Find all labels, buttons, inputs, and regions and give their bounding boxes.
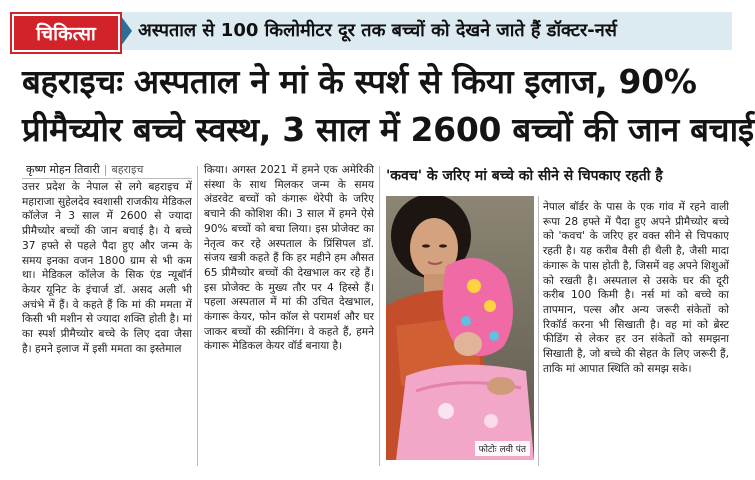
photo-illustration xyxy=(386,196,534,460)
headline-line-2: प्रीमैच्योर बच्चे स्वस्थ, 3 साल में 2600 बच्चों की जान बचाई xyxy=(22,110,754,149)
mother-baby-photo xyxy=(386,196,534,460)
byline-separator: | xyxy=(103,163,108,176)
column-divider xyxy=(538,196,539,466)
byline xyxy=(26,162,143,177)
kicker-arrow-icon xyxy=(118,12,132,50)
column-divider xyxy=(379,166,380,466)
kicker-text: अस्पताल से 100 किलोमीटर दूर तक बच्चों को देखने जाते हैं डॉक्टर-नर्स xyxy=(138,20,617,41)
byline-rule xyxy=(22,178,192,179)
byline-author: कृष्ण मोहन तिवारी xyxy=(26,163,100,176)
byline-location: बहराइच xyxy=(111,163,144,176)
section-badge: चिकित्सा xyxy=(12,14,120,52)
article-column-2: किया। अगस्त 2021 में हमने एक अमेरिकी संस्था के साथ मिलकर जन्म के समय अंडरवेट बच्चों को कंगारू थेरेपी के जरिए बचाने की कोशिश की। 3 साल में हमने ऐसे 90% बच्चों को बचा लिया। इस प्रोजेक्ट का नेतृत्व कर रहे अस्पताल के प्रिंसिपल डॉ. संजय खत्री कहते हैं कि हर महीने हम औसत 65 प्रीमैच्योर बच्चों की देखभाल कर रहे हैं। इस प्रोजेक्ट के मुख्य तौर पर 4 हिस्से हैं। पहला अस्पताल में मां की उचित देखभाल, कंगारू केयर, फोन कॉल से परामर्श और घर जाकर बच्चों की स्क्रीनिंग। वे कहते हैं, हमने कंगारू मेडिकल केयर वॉर्ड बनाया है। xyxy=(204,164,374,353)
headline xyxy=(22,58,754,154)
article-column-3: नेपाल बॉर्डर के पास के एक गांव में रहने वाली रूपा 28 हफ्ते में पैदा हुए अपने प्रीमैच्योर बच्चे को 'कवच' के जरिए हर वक्त सीने से चिपकाए रहती है। यह करीब वैसी ही थैली है, जैसी मादा कंगारू के पास होती है, जिसमें वह अपने शिशुओं को रखती है। अस्पताल से उसके घर की दूरी करीब 100 किमी है। नर्स मां को बच्चे का तापमान, पल्स और अन्य जरूरी संकेतों को रिकॉर्ड करना भी सिखाती है। वह मां को ब्रेस्ट फीडिंग से लेकर हर उन संकेतों को समझना सिखाती है, जो बच्चे की सेहत के लिए जरूरी हैं, ताकि मां आपात स्थिति को समझ सके। xyxy=(543,201,729,375)
headline-line-1: बहराइचः अस्पताल ने मां के स्पर्श से किया इलाज, 90% xyxy=(22,62,697,101)
photo-headline: 'कवच' के जरिए मां बच्चे को सीने से चिपकाए रहती है xyxy=(386,168,663,184)
photo-credit: फोटोः लवी पंत xyxy=(475,441,530,456)
kicker-band xyxy=(0,0,755,56)
article-column-1: उत्तर प्रदेश के नेपाल से लगे बहराइच में महाराजा सुहेलदेव स्वशासी राजकीय मेडिकल कॉलेज ने 3 साल में 2600 से ज्यादा प्रीमैच्योर बच्चों की जान बचाई है। ये बच्चे 37 हफ्ते से पहले पैदा हुए और जन्म के समय इनका वजन 1800 ग्राम से भी कम था। मेडिकल कॉलेज के सिक एंड न्यूबॉर्न केयर यूनिट के इंचार्ज डॉ. असद अली भी अचंभे में हैं। वे कहते हैं कि मां की ममता में किसी भी मशीन से ज्यादा शक्ति होती है। मां का स्पर्श प्रीमैच्योर बच्चे के लिए दवा जैसा है। हमने इलाज में इसी ममता का इस्तेमाल xyxy=(22,181,192,355)
column-divider xyxy=(197,166,198,466)
